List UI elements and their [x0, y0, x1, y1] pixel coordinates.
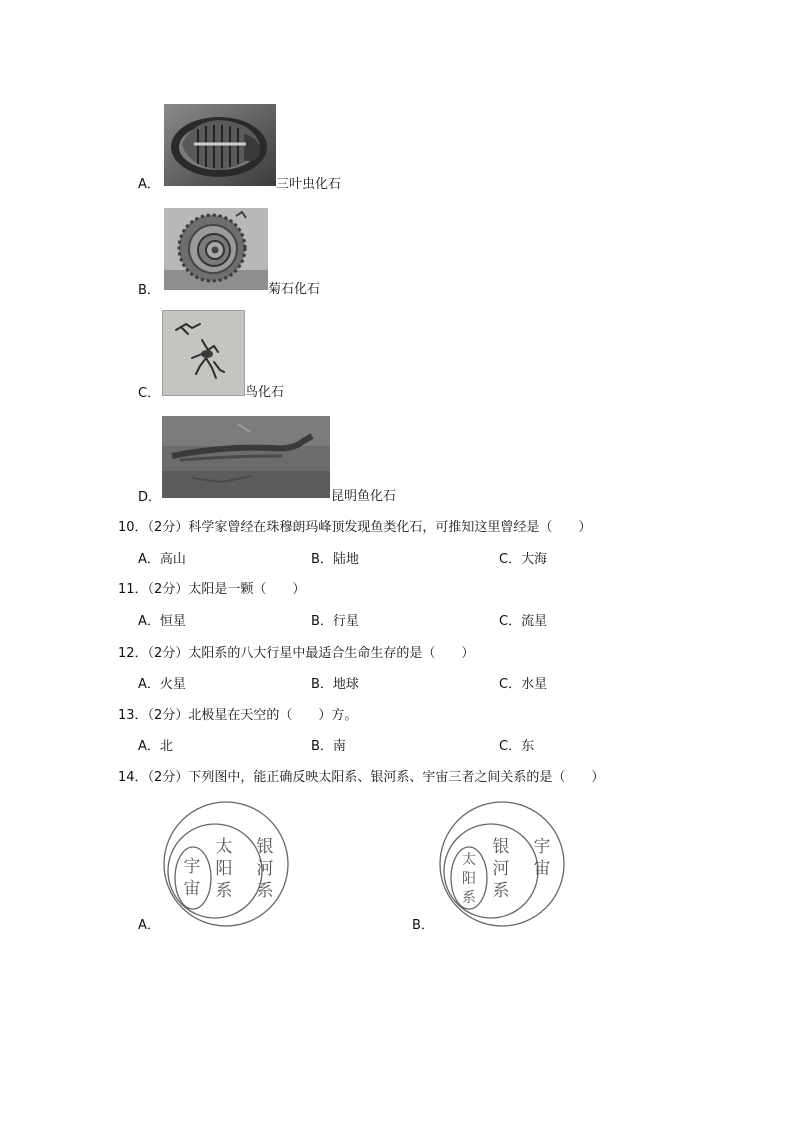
question-13-option-a: A．北 [138, 739, 173, 754]
question-10-option-c: C．大海 [499, 552, 548, 567]
fossil-caption: 鸟化石 [245, 385, 285, 400]
option-letter: D． [138, 490, 162, 505]
middle-label: 银河系 [492, 837, 510, 901]
middle-circle [444, 824, 538, 918]
fossil-caption: 菊石化石 [268, 282, 321, 297]
question-10-option-a: A．高山 [138, 552, 186, 567]
inner-label: 太阳系 [462, 852, 476, 906]
question-13-option-c: C．东 [499, 739, 535, 754]
middle-label: 太阳系 [215, 837, 233, 901]
question-13-option-b: B．南 [311, 739, 346, 754]
question-11-option-b: B．行星 [311, 614, 359, 629]
fish-fossil-photo [162, 416, 330, 498]
option-letter: B． [138, 283, 160, 298]
question-12-option-b: B．地球 [311, 677, 359, 692]
question-12-option-c: C．水星 [499, 677, 548, 692]
question-12-option-a: A．火星 [138, 677, 186, 692]
question-10-option-b: B．陆地 [311, 552, 359, 567]
question-11-option-c: C．流星 [499, 614, 548, 629]
outer-label: 宇宙 [533, 837, 551, 879]
trilobite-fossil-photo [164, 104, 276, 186]
option-letter: A． [138, 177, 160, 192]
question-10: 10．（2分）科学家曾经在珠穆朗玛峰顶发现鱼类化石，可推知这里曾经是（ ） [118, 520, 592, 535]
question-14: 14．（2分）下列图中，能正确反映太阳系、银河系、宇宙三者之间关系的是（ ） [118, 770, 605, 785]
question-14-option-a: A． [138, 918, 160, 933]
option-letter: C． [138, 386, 161, 401]
ammonite-fossil-photo [164, 208, 268, 290]
nested-circles-diagram-a [160, 798, 300, 930]
question-14-option-b: B． [412, 918, 434, 933]
inner-label: 宇宙 [183, 857, 201, 899]
question-12: 12．（2分）太阳系的八大行星中最适合生命生存的是（ ） [118, 646, 475, 661]
question-11-option-a: A．恒星 [138, 614, 186, 629]
fossil-caption: 昆明鱼化石 [331, 489, 397, 504]
fossil-caption: 三叶虫化石 [276, 177, 342, 192]
nested-circles-diagram-b [436, 798, 576, 930]
outer-label: 银河系 [256, 837, 274, 901]
question-13: 13．（2分）北极星在天空的（ ）方。 [118, 708, 358, 723]
question-11: 11．（2分）太阳是一颗（ ） [118, 582, 306, 597]
bird-fossil-photo [162, 310, 245, 396]
